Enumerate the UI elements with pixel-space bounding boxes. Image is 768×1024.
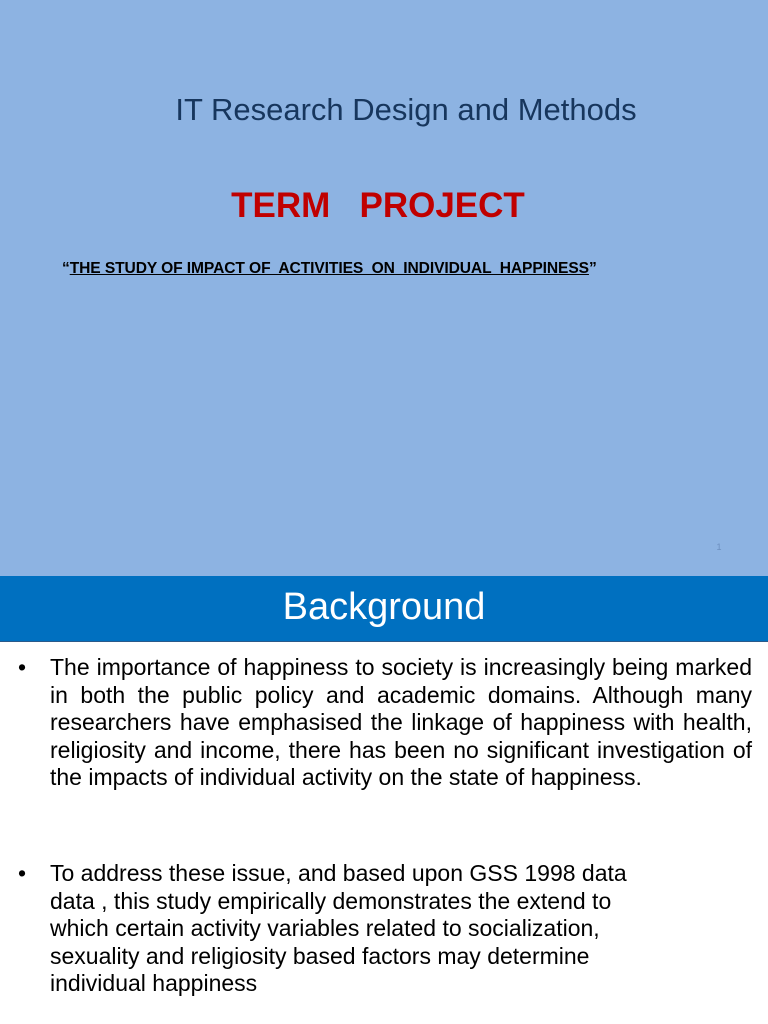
- slide-page-number: 1: [716, 542, 722, 552]
- slide-title: Background: [282, 586, 486, 628]
- project-subtitle: [62, 260, 752, 278]
- bullet-text: To address these issue, and based upon GSS 1998 data data , this study empirically demonstrates the extend to which certain activity variables related to socialization, sexuality and religiosity based factors may determine individual happiness: [50, 860, 627, 996]
- bullet-marker: •: [18, 654, 27, 680]
- course-title: IT Research Design and Methods: [175, 92, 637, 127]
- bullet-item: [18, 654, 758, 824]
- bullet-text: The importance of happiness to society is increasingly being marked in both the public policy and academic domains. Although many researchers have emphasised the linkage of happiness with health, religiosity and income, there has been no significant investigation of the impacts of individual activity on the state of happiness.: [50, 654, 752, 790]
- subtitle-close-quote: ”: [588, 260, 597, 277]
- background-slide: [0, 576, 768, 1024]
- term-project-heading: TERM PROJECT: [231, 186, 525, 225]
- bullet-item: [18, 860, 758, 1020]
- subtitle-text: THE STUDY OF IMPACT OF ACTIVITIES ON INDIVIDUAL HAPPINESS: [69, 260, 589, 277]
- bullet-marker: •: [18, 860, 27, 886]
- slide-header-bar: [0, 576, 768, 642]
- subtitle-open-quote: “: [62, 260, 70, 277]
